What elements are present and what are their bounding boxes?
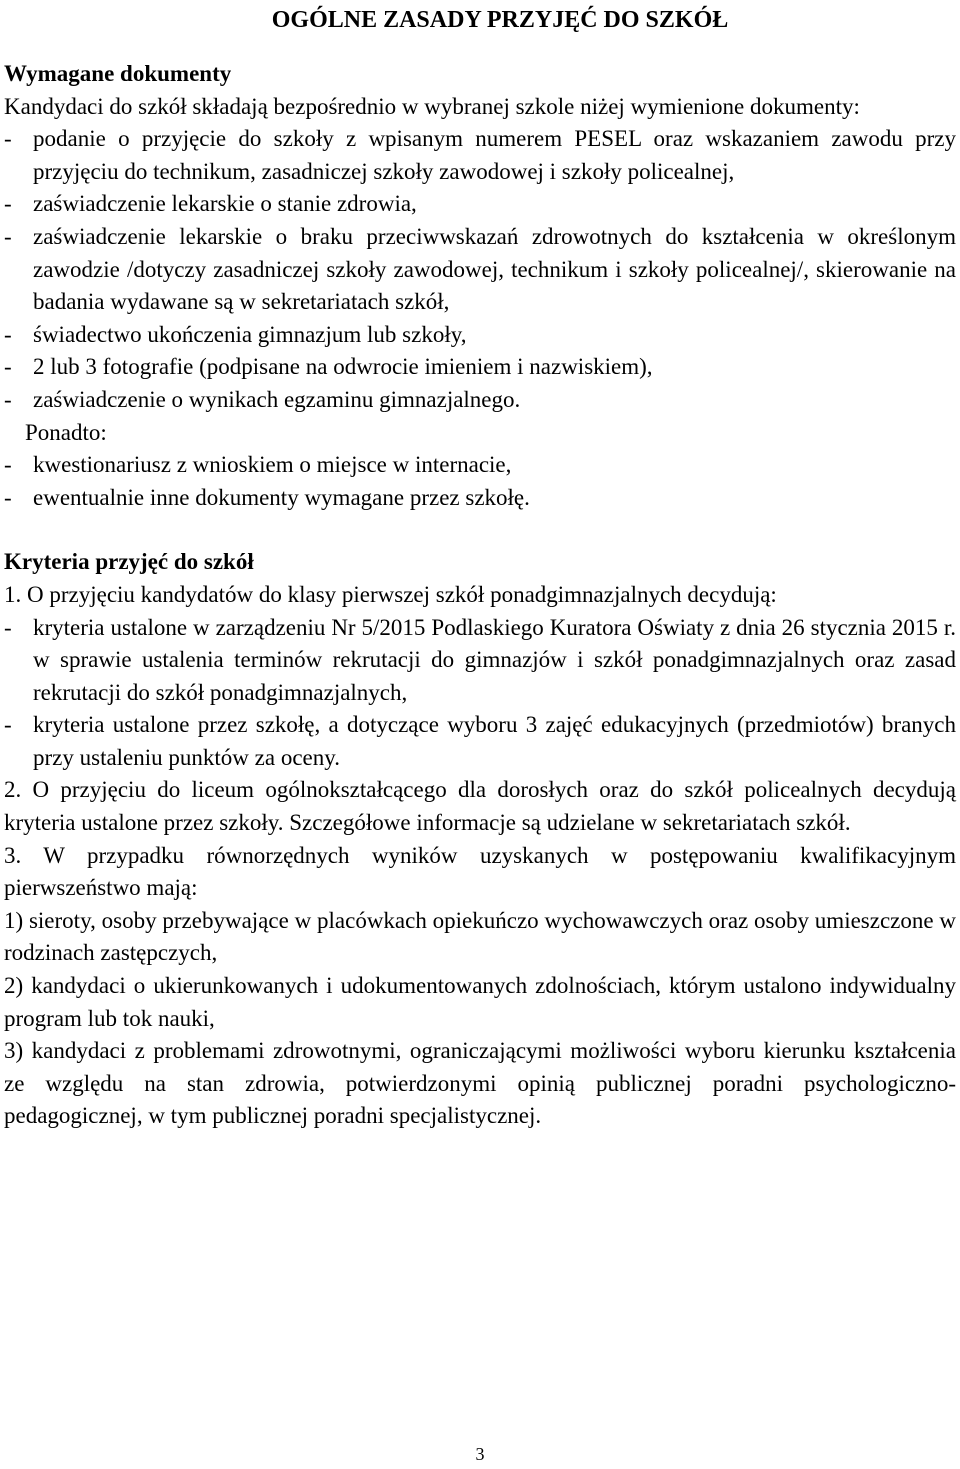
additional-documents-list [4,449,956,514]
required-documents-heading: Wymagane dokumenty [4,61,232,86]
list-item: - ewentualnie inne dokumenty wymagane przez szkołę. [4,482,956,515]
list-item: - zaświadczenie lekarskie o stanie zdrowia, [4,188,956,221]
priority-item-2: 2) kandydaci o ukierunkowanych i udokumentowanych zdolnościach, którym ustalono indywidualny program lub tok nauki, [4,973,956,1031]
document-page [4,0,956,1133]
priority-item-1: 1) sieroty, osoby przebywające w placówkach opiekuńczo wychowawczych oraz osoby umieszczone w rodzinach zastępczych, [4,907,956,966]
criteria-paragraph-2: 2. O przyjęciu do liceum ogólnokształcącego dla dorosłych oraz do szkół policealnych decydują kryteria ustalone przez szkoły. Szczegółowe informacje są udzielane w sekretariatach szkół. [4,777,956,836]
required-documents-intro: Kandydaci do szkół składają bezpośrednio w wybranej szkole niżej wymienione dokumenty: [4,93,860,119]
admission-criteria-heading: Kryteria przyjęć do szkół [4,549,254,575]
list-item: - kryteria ustalone przez szkołę, a dotyczące wyboru 3 zajęć edukacyjnych (przedmiotów) branych przy ustaleniu punktów za oceny. [4,709,956,774]
required-documents-list [4,123,956,416]
list-item: - kwestionariusz z wnioskiem o miejsce w internacie, [4,449,956,482]
list-item: - podanie o przyjęcie do szkoły z wpisanym numerem PESEL oraz wskazaniem zawodu przy przyjęciu do technikum, zasadniczej szkoły zawodowej i szkoły policealnej, [4,123,956,188]
additional-label: Ponadto: [25,419,107,445]
list-item: - kryteria ustalone w zarządzeniu Nr 5/2015 Podlaskiego Kuratora Oświaty z dnia 26 stycznia 2015 r. w sprawie ustalenia terminów rekrutacji do gimnazjów i szkół ponadgimnazjalnych oraz zasad rekrutacji do szkół ponadgimnazjalnych, [4,612,956,710]
list-item: - 2 lub 3 fotografie (podpisane na odwrocie imieniem i nazwiskiem), [4,351,956,384]
page-number: 3 [475,1444,485,1464]
criteria-paragraph-3: 3. W przypadku równorzędnych wyników uzyskanych w postępowaniu kwalifikacyjnym pierwszeństwo mają: [4,842,956,901]
required-documents-section [4,58,956,514]
priority-item-3: 3) kandydaci z problemami zdrowotnymi, ograniczającymi możliwości wyboru kierunku kształcenia ze względu na stan zdrowia, potwierdzonymi opinią publicznej poradni psychologiczno-pedagogicznej, w tym publicznej poradni specjalistycznej. [4,1038,956,1129]
admission-criteria-section [4,546,956,1133]
list-item: - zaświadczenie o wynikach egzaminu gimnazjalnego. [4,384,956,417]
criteria-paragraph-1: 1. O przyjęciu kandydatów do klasy pierwszej szkół ponadgimnazjalnych decydują: [4,581,777,607]
document-title: OGÓLNE ZASADY PRZYJĘĆ DO SZKÓŁ [271,7,729,33]
criteria-list-1 [4,612,956,775]
list-item: - świadectwo ukończenia gimnazjum lub szkoły, [4,319,956,352]
list-item: - zaświadczenie lekarskie o braku przeciwwskazań zdrowotnych do kształcenia w określonym zawodzie /dotyczy zasadniczej szkoły zawodowej, technikum i szkoły policealnej/, skierowanie na badania wydawane są w sekretariatach szkół, [4,221,956,319]
